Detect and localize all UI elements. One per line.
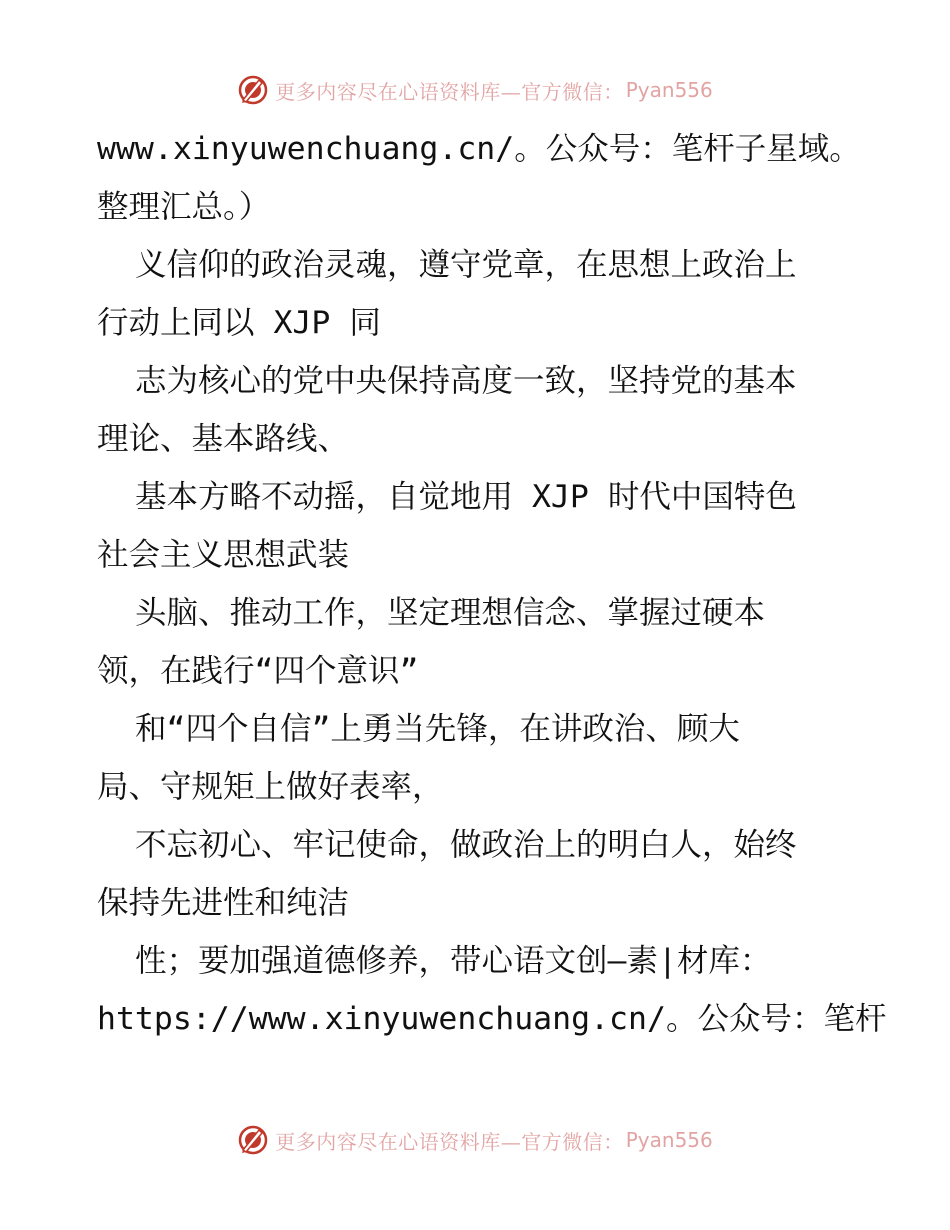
text-line: www.xinyuwenchuang.cn/。公众号：笔杆子星域。 xyxy=(97,131,861,167)
footer-banner xyxy=(0,1120,950,1160)
text-line: 理论、基本路线、 xyxy=(97,421,350,457)
header-text: 更多内容尽在心语资料库—官方微信： xyxy=(275,79,624,104)
text-line: 志为核心的党中央保持高度一致，坚持党的基本 xyxy=(135,363,797,399)
text-line: 局、守规矩上做好表率， xyxy=(97,769,444,805)
pen-logo-icon xyxy=(237,74,269,106)
text-line: 头脑、推动工作，坚定理想信念、掌握过硬本 xyxy=(135,595,766,631)
text-line: 行动上同以 XJP 同 xyxy=(97,305,381,341)
text-line: 和“四个自信”上勇当先锋，在讲政治、顾大 xyxy=(135,711,740,747)
text-line: 性；要加强道德修养，带心语文创—素|材库： xyxy=(135,943,772,979)
header-wechat-id: Pyan556 xyxy=(625,78,713,102)
text-line: 整理汇总。） xyxy=(97,189,271,225)
text-line: 社会主义思想武装 xyxy=(97,537,350,573)
text-line: https://www.xinyuwenchuang.cn/。公众号：笔杆 xyxy=(97,1001,887,1037)
document-body xyxy=(97,120,887,1048)
text-line: 领，在践行“四个意识” xyxy=(97,653,419,689)
text-line: 不忘初心、牢记使命，做政治上的明白人，始终 xyxy=(135,827,797,863)
footer-text: 更多内容尽在心语资料库—官方微信： xyxy=(275,1129,624,1154)
footer-wechat-id: Pyan556 xyxy=(625,1128,713,1152)
text-line: 基本方略不动摇，自觉地用 XJP 时代中国特色 xyxy=(135,479,797,515)
pen-logo-icon xyxy=(237,1124,269,1156)
text-line: 义信仰的政治灵魂，遵守党章，在思想上政治上 xyxy=(135,247,797,283)
text-line: 保持先进性和纯洁 xyxy=(97,885,350,921)
header-banner xyxy=(0,70,950,110)
